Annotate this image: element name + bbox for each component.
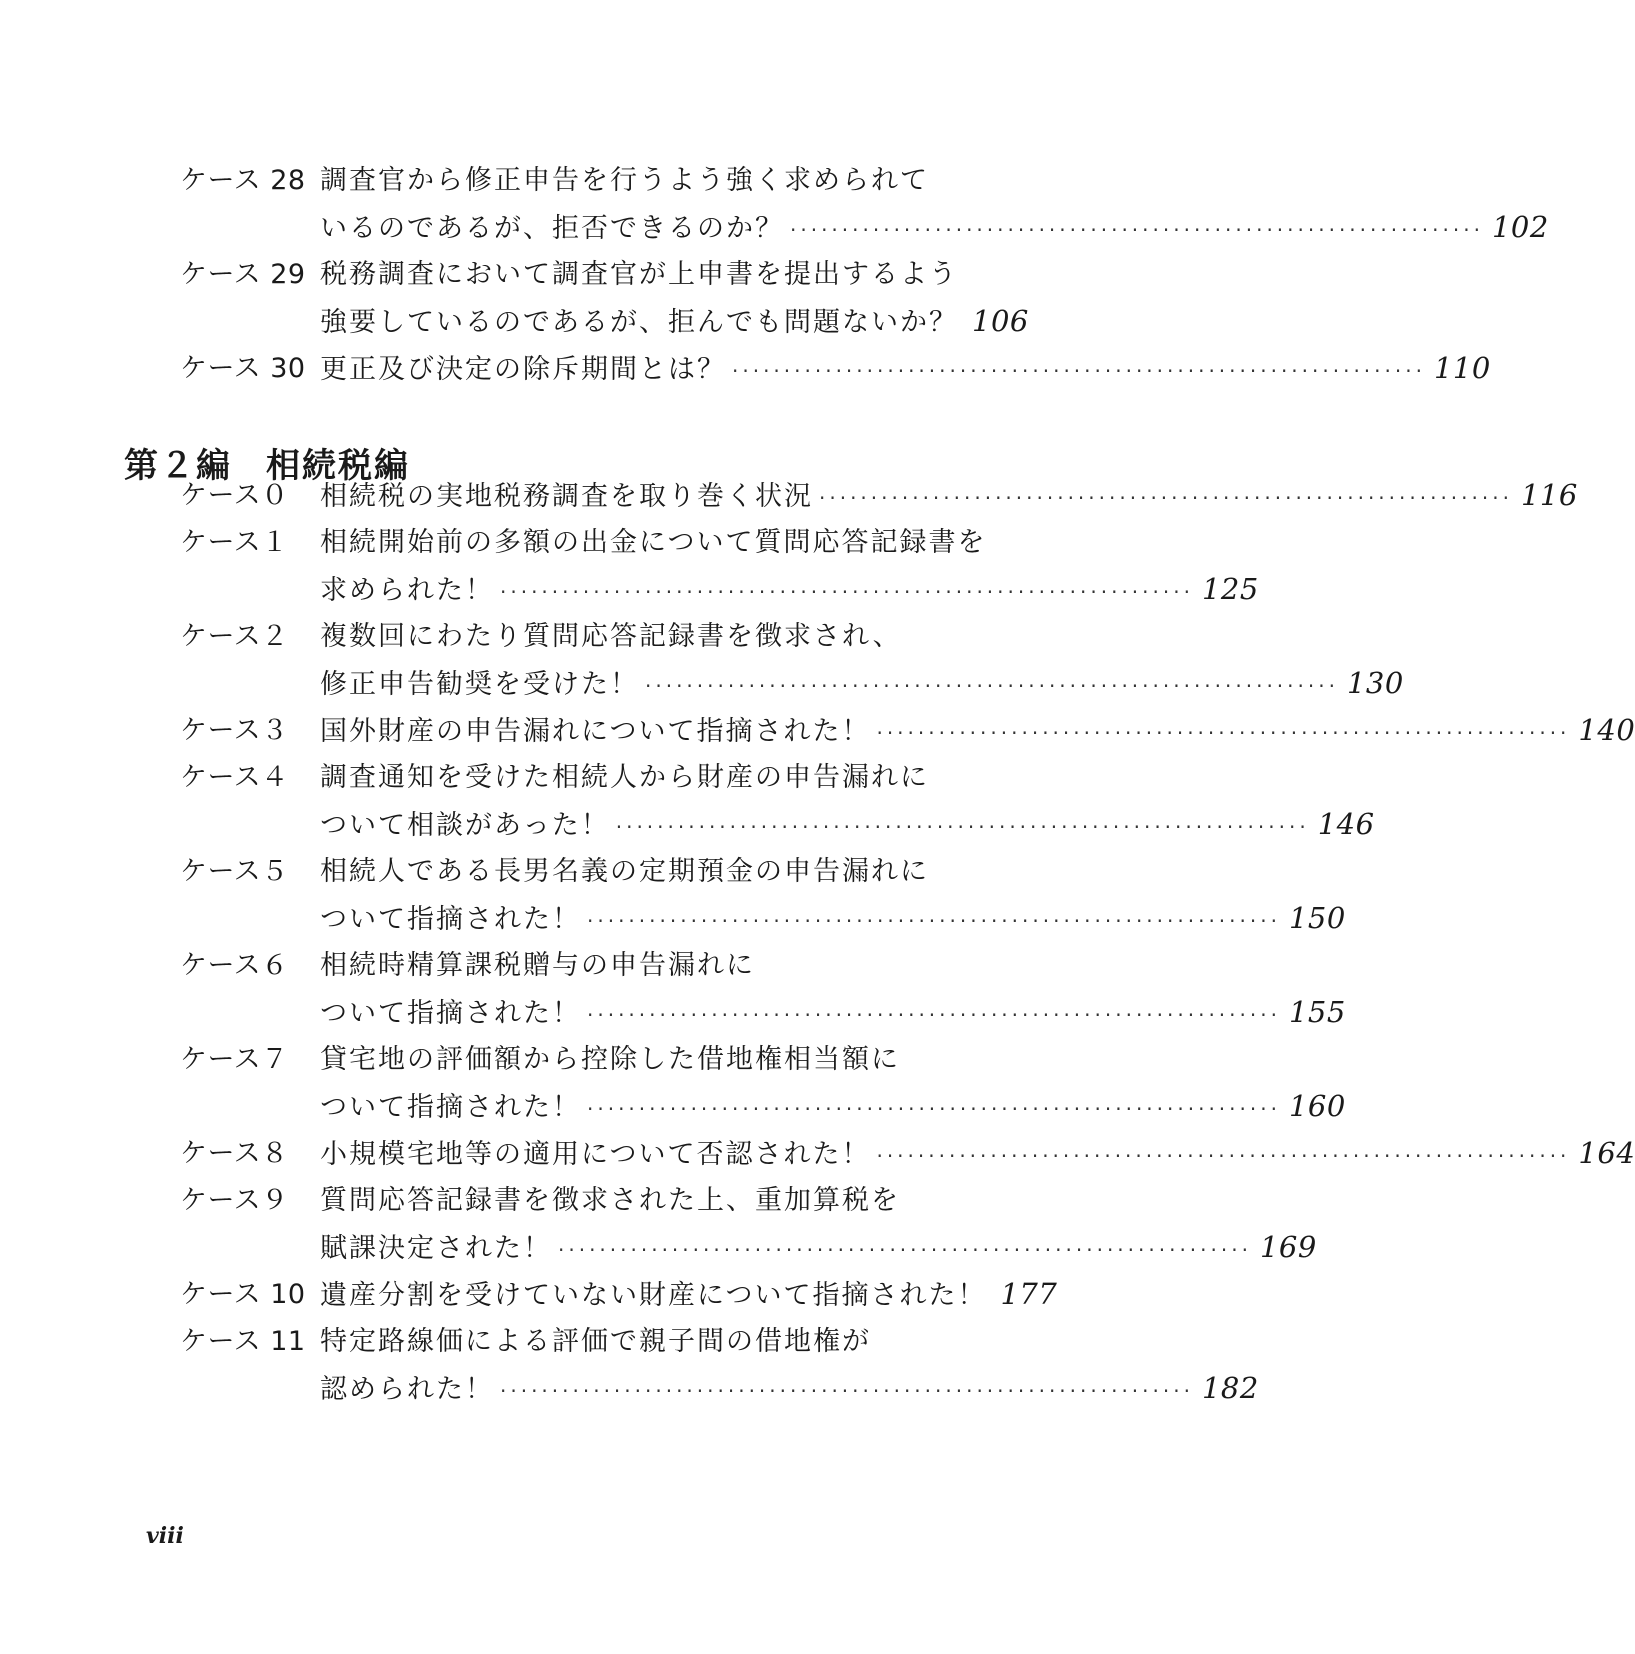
case-label: ケース３ <box>180 715 289 746</box>
leader-dots: ··································································· <box>500 1379 1194 1403</box>
part-title: 相続税編 <box>266 446 410 486</box>
page-number[interactable]: 155 <box>1288 995 1346 1029</box>
entry-title: 相続税の実地税務調査を取り巻く状況 <box>320 481 813 512</box>
leader-line <box>320 345 1491 395</box>
entry-title: 貸宅地の評価額から控除した借地権相当額に <box>320 1044 900 1075</box>
case-label: ケース９ <box>180 1185 289 1216</box>
leader-line <box>320 298 1029 348</box>
leader-line <box>320 204 1549 254</box>
entry-title: 相続時精算課税贈与の申告漏れに <box>320 950 755 981</box>
toc-entry[interactable] <box>0 613 1404 707</box>
entry-title: 求められた！ <box>320 575 494 606</box>
case-label: ケース２ <box>180 621 289 652</box>
toc-entry-line <box>0 519 1166 566</box>
toc-entry-line <box>0 989 1346 1036</box>
leader-line <box>320 566 1259 616</box>
page-number[interactable]: 146 <box>1317 807 1375 841</box>
toc-entry[interactable] <box>0 157 1549 251</box>
case-label: ケース０ <box>180 480 289 511</box>
toc-entry-line <box>0 613 1166 660</box>
leader-dots: ··································································· <box>645 674 1339 698</box>
leader-dots: ··································································· <box>819 486 1513 510</box>
case-label: ケース５ <box>180 856 289 887</box>
page-number[interactable]: 160 <box>1288 1089 1346 1123</box>
toc-entry-line <box>0 1365 1259 1412</box>
page-number[interactable]: 140 <box>1578 713 1635 747</box>
leader-dots: ··································································· <box>558 1238 1252 1262</box>
toc-entry-line <box>0 157 1166 204</box>
toc-entry-line <box>0 204 1549 251</box>
case-label: ケース 29 <box>180 259 306 290</box>
entry-title: ついて指摘された！ <box>320 998 581 1029</box>
entry-title: 相続開始前の多額の出金について質問応答記録書を <box>320 527 987 558</box>
page-number[interactable]: 110 <box>1433 351 1491 385</box>
page-number[interactable]: 182 <box>1201 1371 1259 1405</box>
leader-line <box>320 989 1346 1039</box>
entry-title: 修正申告勧奨を受けた！ <box>320 669 639 700</box>
toc-entry[interactable] <box>0 707 1635 754</box>
toc-entry-line <box>0 1036 1166 1083</box>
entry-title: ついて指摘された！ <box>320 904 581 935</box>
toc-entry[interactable] <box>0 1036 1346 1130</box>
toc-entry[interactable] <box>0 848 1346 942</box>
toc-entry[interactable] <box>0 519 1259 613</box>
toc-entry-line <box>0 345 1491 392</box>
leader-dots: ··································································· <box>876 721 1571 745</box>
leader-dots: ··································································· <box>732 359 1426 383</box>
entry-title: 賦課決定された！ <box>320 1233 552 1264</box>
entry-title: 遺産分割を受けていない財産について指摘された！ <box>320 1280 987 1311</box>
page-number[interactable]: 150 <box>1288 901 1346 935</box>
case-label: ケース７ <box>180 1044 289 1075</box>
leader-dots: ··································································· <box>615 815 1310 839</box>
entry-title: ついて相談があった！ <box>320 810 610 841</box>
entry-title: 複数回にわたり質問応答記録書を徴求され、 <box>320 621 902 652</box>
entry-title: 更正及び決定の除斥期間とは？ <box>320 354 726 385</box>
toc-entry-line <box>0 298 1166 345</box>
leader-line <box>320 1083 1346 1133</box>
leader-dots: ··································································· <box>790 218 1484 242</box>
toc-entry-line <box>0 566 1259 613</box>
toc-entry-line <box>0 1130 1635 1177</box>
page-number[interactable]: 106 <box>972 304 1029 338</box>
leader-dots: ··································································· <box>500 580 1194 604</box>
case-label: ケース 11 <box>180 1326 306 1357</box>
leader-dots: ··································································· <box>587 1003 1281 1027</box>
entry-title: ついて指摘された！ <box>320 1092 581 1123</box>
entry-title: 特定路線価による評価で親子間の借地権が <box>320 1326 871 1357</box>
leader-dots: ··································································· <box>587 909 1281 933</box>
toc-entry[interactable] <box>0 942 1346 1036</box>
folio-page-number: viii <box>146 1523 184 1549</box>
toc-entry-line <box>0 472 1578 519</box>
case-label: ケース 28 <box>180 165 306 196</box>
toc-entry-line <box>0 1318 1166 1365</box>
toc-entry-line <box>0 1083 1346 1130</box>
case-label: ケース 30 <box>180 353 306 384</box>
leader-line <box>320 801 1375 851</box>
toc-entry-line <box>0 1224 1317 1271</box>
entry-title: 質問応答記録書を徴求された上、重加算税を <box>320 1185 900 1216</box>
leader-line <box>320 472 1578 522</box>
toc-entry-line <box>0 895 1346 942</box>
toc-entry[interactable] <box>0 251 1166 345</box>
toc-entry-line <box>0 660 1404 707</box>
leader-line <box>320 1365 1259 1415</box>
page-number[interactable]: 169 <box>1259 1230 1317 1264</box>
page-number[interactable]: 177 <box>1000 1277 1058 1311</box>
case-label: ケース１ <box>180 527 289 558</box>
entry-title: 税務調査において調査官が上申書を提出するよう <box>320 259 958 290</box>
toc-entry-line <box>0 754 1166 801</box>
leader-dots: ··································································· <box>876 1144 1571 1168</box>
toc-entry-line <box>0 848 1166 895</box>
toc-entry-line <box>0 1177 1166 1224</box>
leader-line <box>320 1271 1058 1321</box>
entry-title: 強要しているのであるが、拒んでも問題ないか？ <box>320 307 958 338</box>
leader-line <box>320 707 1635 757</box>
toc-entry-line <box>0 707 1635 754</box>
leader-line <box>320 1224 1317 1274</box>
part-number: 第２編 <box>124 446 232 486</box>
page-number[interactable]: 102 <box>1491 210 1549 244</box>
case-label: ケース６ <box>180 950 289 981</box>
toc-entry[interactable] <box>0 472 1578 519</box>
entry-title: 国外財産の申告漏れについて指摘された！ <box>320 716 871 747</box>
toc-entry[interactable] <box>0 1318 1259 1412</box>
case-label: ケース 10 <box>180 1279 306 1310</box>
page-number[interactable]: 164 <box>1578 1136 1635 1170</box>
leader-line <box>320 895 1346 945</box>
toc-section-part2 <box>0 472 1635 1412</box>
leader-line <box>320 660 1404 710</box>
entry-title: 相続人である長男名義の定期預金の申告漏れに <box>320 856 929 887</box>
entry-title: 調査官から修正申告を行うよう強く求められて <box>320 165 929 196</box>
leader-dots: ··································································· <box>587 1097 1281 1121</box>
toc-entry-line <box>0 801 1375 848</box>
toc-entry[interactable] <box>0 345 1491 392</box>
toc-section-part1-continued <box>0 157 1549 392</box>
page-number[interactable]: 116 <box>1520 478 1578 512</box>
entry-title: 認められた！ <box>320 1374 494 1405</box>
page-number[interactable]: 125 <box>1201 572 1259 606</box>
toc-entry[interactable] <box>0 1271 1166 1318</box>
case-label: ケース８ <box>180 1138 289 1169</box>
toc-entry-line <box>0 251 1166 298</box>
toc-entry[interactable] <box>0 754 1375 848</box>
leader-line <box>320 1130 1635 1180</box>
page-number[interactable]: 130 <box>1346 666 1404 700</box>
entry-title: 調査通知を受けた相続人から財産の申告漏れに <box>320 762 929 793</box>
toc-entry-line <box>0 942 1166 989</box>
toc-entry[interactable] <box>0 1130 1635 1177</box>
toc-entry-line <box>0 1271 1166 1318</box>
entry-title: いるのであるが、拒否できるのか？ <box>320 213 784 244</box>
entry-title: 小規模宅地等の適用について否認された！ <box>320 1139 871 1170</box>
toc-entry[interactable] <box>0 1177 1317 1271</box>
case-label: ケース４ <box>180 762 289 793</box>
